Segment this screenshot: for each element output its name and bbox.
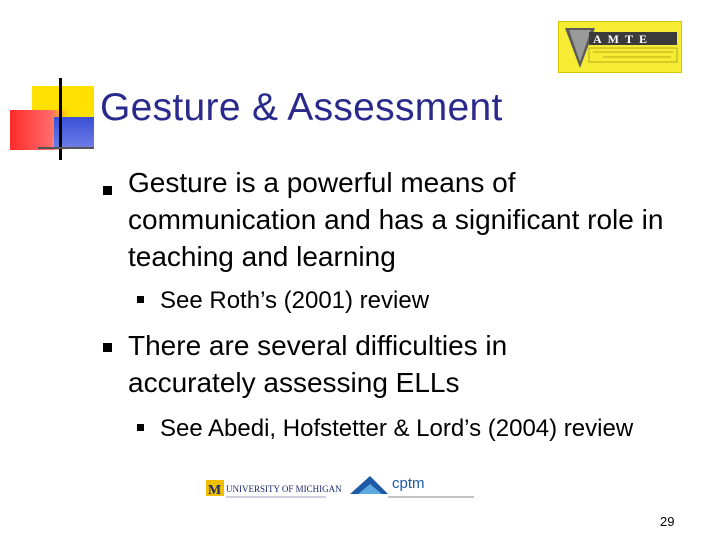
svg-text:M: M bbox=[208, 483, 222, 498]
amte-letters: AMTE bbox=[593, 32, 653, 46]
university-of-michigan-logo bbox=[206, 478, 344, 502]
bullet-marker bbox=[103, 186, 112, 195]
umich-wordmark: UNIVERSITY OF MICHIGAN bbox=[226, 484, 342, 494]
bullet-marker bbox=[103, 343, 112, 352]
bullet-2-sub-1: See Abedi, Hofstetter & Lord’s (2004) review bbox=[160, 415, 634, 442]
cptm-wordmark: cptm bbox=[392, 475, 425, 492]
bullet-1-text: Gesture is a powerful means of communication and has a significant role in teaching and learning bbox=[128, 167, 664, 272]
horizontal-rule bbox=[38, 147, 94, 149]
slide-title: Gesture & Assessment bbox=[100, 86, 503, 129]
amte-logo bbox=[558, 21, 682, 73]
sub-bullet-marker bbox=[137, 296, 144, 303]
page-number: 29 bbox=[660, 514, 675, 529]
cptm-logo bbox=[348, 472, 478, 502]
bullet-2-text: There are several difficulties in accurately assessing ELLs bbox=[128, 330, 508, 398]
bullet-1-sub-1: See Roth’s (2001) review bbox=[160, 287, 430, 314]
sub-bullet-marker bbox=[137, 424, 144, 431]
corner-decoration bbox=[0, 0, 110, 170]
